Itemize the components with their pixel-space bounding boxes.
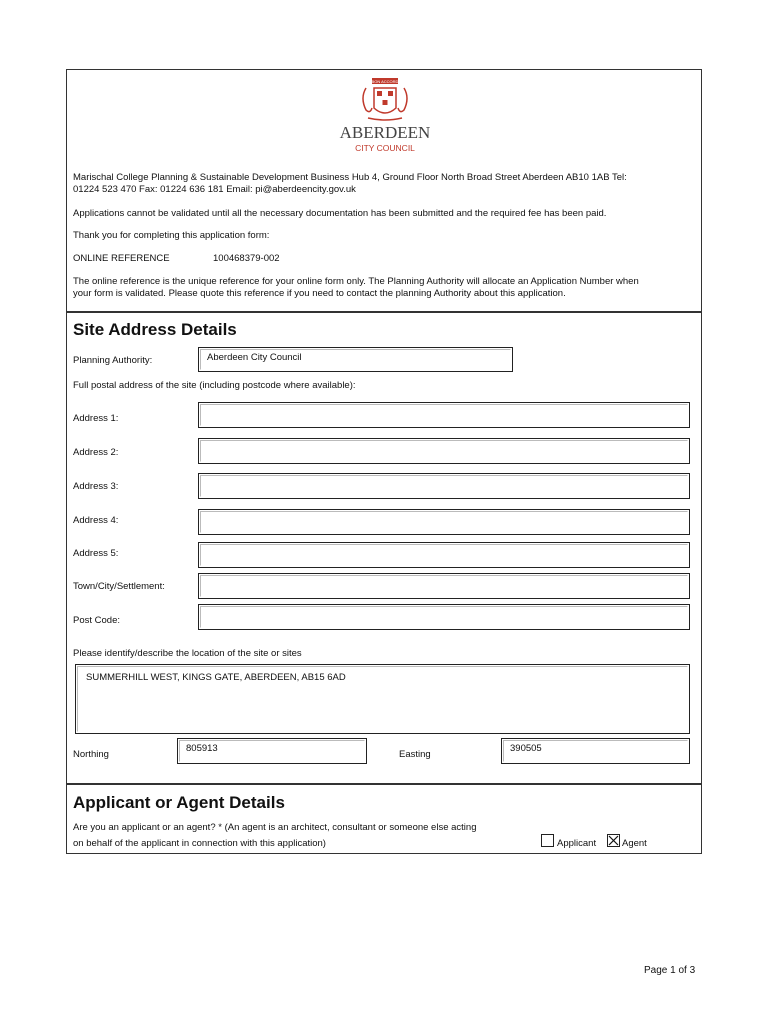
planning-authority-label: Planning Authority: — [73, 355, 153, 366]
northing-input[interactable] — [177, 738, 367, 764]
address5-input[interactable] — [198, 542, 690, 568]
applicant-agent-title: Applicant or Agent Details — [73, 793, 285, 812]
address1-input[interactable] — [198, 402, 690, 428]
logo-subtext: CITY COUNCIL — [355, 143, 415, 153]
council-address-line1: Marischal College Planning & Sustainable Development Business Hub 4, Ground Floor North Broad Street Aberdeen AB10 1AB Tel: — [73, 172, 627, 183]
easting-value: 390505 — [510, 743, 542, 754]
town-label: Town/City/Settlement: — [73, 581, 165, 592]
reference-note-line2: your form is validated. Please quote this reference if you need to contact the planning Authority about this application. — [73, 288, 566, 299]
postcode-input[interactable] — [198, 604, 690, 630]
online-reference-value: 100468379-002 — [213, 253, 280, 264]
online-reference-label: ONLINE REFERENCE — [73, 253, 170, 264]
northing-value: 805913 — [186, 743, 218, 754]
section-divider — [66, 311, 702, 313]
northing-label: Northing — [73, 749, 109, 760]
planning-authority-value: Aberdeen City Council — [207, 352, 302, 363]
section-divider — [66, 783, 702, 785]
council-address-line2: 01224 523 470 Fax: 01224 636 181 Email: pi@aberdeencity.gov.uk — [73, 184, 356, 195]
easting-label: Easting — [399, 749, 431, 760]
planning-authority-field[interactable] — [198, 347, 513, 372]
validation-note: Applications cannot be validated until all the necessary documentation has been submitted and the required fee has been paid. — [73, 208, 607, 219]
coat-of-arms-icon — [363, 78, 407, 120]
applicant-question-line1: Are you an applicant or an agent? * (An agent is an architect, consultant or someone else acting — [73, 822, 477, 833]
location-description-value: SUMMERHILL WEST, KINGS GATE, ABERDEEN, AB15 6AD — [86, 672, 346, 683]
site-address-title: Site Address Details — [73, 320, 237, 339]
address2-input[interactable] — [198, 438, 690, 464]
address1-label: Address 1: — [73, 413, 119, 424]
address3-input[interactable] — [198, 473, 690, 499]
applicant-question-line2: on behalf of the applicant in connection with this application) — [73, 838, 326, 849]
address5-label: Address 5: — [73, 548, 119, 559]
thanks-note: Thank you for completing this application form: — [73, 230, 270, 241]
address2-label: Address 2: — [73, 447, 119, 458]
logo-wordmark: ABERDEEN — [339, 123, 431, 142]
aberdeen-city-council-logo — [326, 74, 444, 158]
applicant-option-label: Applicant — [557, 838, 597, 849]
agent-option-label: Agent — [622, 838, 647, 849]
location-description-textarea[interactable] — [75, 664, 690, 734]
postcode-label: Post Code: — [73, 615, 120, 626]
address4-label: Address 4: — [73, 515, 119, 526]
agent-checkbox[interactable] — [607, 834, 620, 847]
svg-text:BON ACCORD: BON ACCORD — [371, 79, 399, 84]
page-number: Page 1 of 3 — [644, 965, 696, 976]
postal-address-note: Full postal address of the site (including postcode where available): — [73, 380, 356, 391]
easting-input[interactable] — [501, 738, 690, 764]
checkbox-cross-icon — [608, 835, 619, 846]
address3-label: Address 3: — [73, 481, 119, 492]
town-input[interactable] — [198, 573, 690, 599]
location-note: Please identify/describe the location of the site or sites — [73, 648, 302, 659]
address4-input[interactable] — [198, 509, 690, 535]
applicant-checkbox[interactable] — [541, 834, 554, 847]
reference-note-line1: The online reference is the unique reference for your online form only. The Planning Authority will allocate an Application Number when — [73, 276, 639, 287]
